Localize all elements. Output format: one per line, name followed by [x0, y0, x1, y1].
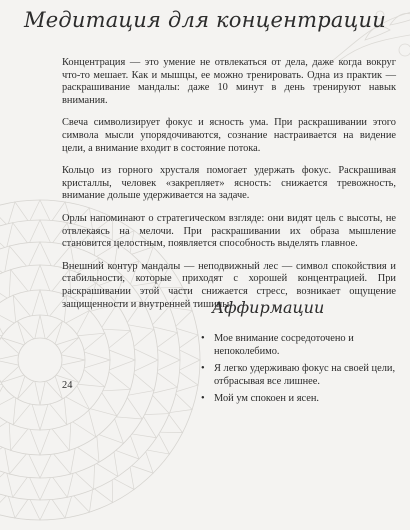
mandala-petal	[18, 321, 34, 344]
mandala-petal	[176, 328, 198, 348]
mandala-petal	[46, 376, 62, 399]
mandala-petal	[35, 381, 45, 405]
mandala-petal	[8, 202, 28, 224]
mandala-petal	[103, 329, 130, 348]
mandala-petal	[0, 410, 7, 437]
mandala-petal	[9, 270, 28, 297]
mandala-petal	[0, 283, 7, 310]
affirmation-text: Мой ум спокоен и ясен.	[214, 393, 319, 405]
mandala-petal	[52, 496, 72, 518]
mandala-petal	[116, 436, 139, 459]
mandala-petal	[30, 200, 50, 220]
mandala-petal	[116, 398, 142, 419]
bullet-icon: •	[201, 333, 205, 344]
mandala-petal	[30, 220, 51, 242]
mandala-petal	[29, 454, 51, 478]
mandala-petal	[18, 376, 34, 399]
mandala-petal	[0, 436, 2, 462]
paragraph: Свеча символизирует фокус и ясность ума. При раскрашивании этого символа мысли упорядочиваются, сознание настраивается на видение цели, а внимание входит в состояние потока.	[62, 117, 396, 154]
mandala-petal	[9, 423, 28, 450]
mandala-petal	[0, 311, 14, 335]
mandala-petal	[103, 372, 130, 391]
mandala-petal	[114, 467, 134, 489]
mandala-petal	[160, 415, 183, 433]
page-number: 24	[62, 380, 73, 391]
mandala-petal	[30, 500, 50, 520]
mandala-petal	[0, 465, 5, 490]
bullet-icon: •	[201, 363, 205, 375]
paragraph: Концентрация — это умение не отвлекаться от дела, даже когда вокруг что-то мешает. Как и мышцы, ее можно тренировать. Одна из практик — раскрашивание мандалы: даже 10 минут в день тренируют навык внимания.	[62, 57, 396, 106]
mandala-petal	[50, 398, 67, 425]
mandala-petal	[30, 478, 51, 500]
mandala-petal	[153, 373, 177, 393]
paragraph: Внешний контур мандалы — неподвижный лес — символ спокойствия и стабильности, которые приходят с хорошей концентрацией. При раскрашивании этой части снижается стресс, возникает ощущение защищенности и внутренней тишины.	[62, 260, 396, 310]
mandala-petal	[90, 393, 117, 416]
mandala-petal	[30, 429, 50, 455]
mandala-petal	[0, 258, 2, 284]
mandala-petal	[35, 315, 45, 339]
mandala-petal	[0, 208, 6, 230]
mandala-petal	[8, 496, 28, 518]
mandala-petal	[78, 436, 99, 462]
mandala-petal	[52, 423, 71, 450]
mandala-petal	[5, 448, 27, 474]
mandala-petal	[46, 321, 62, 344]
mandala-petal	[78, 370, 105, 387]
mandala-petal	[132, 417, 156, 438]
mandala-petal	[61, 355, 85, 365]
mandala-petal	[176, 372, 198, 392]
body-text	[62, 57, 396, 321]
mandala-petal	[32, 404, 48, 430]
mandala-petal	[134, 349, 158, 371]
mandala-petal	[74, 490, 93, 512]
mandala-petal	[0, 333, 2, 350]
page-title: Медитация для концентрации	[24, 8, 386, 32]
mandala-petal	[170, 394, 192, 413]
mandala-petal	[180, 350, 200, 370]
mandala-petal	[0, 355, 19, 365]
affirmations-list	[198, 333, 398, 411]
mandala-petal	[95, 480, 113, 503]
bullet-icon: •	[201, 393, 205, 405]
mandala-petal	[84, 352, 110, 368]
mandala-petal	[78, 333, 105, 350]
mandala-petal	[0, 386, 14, 410]
mandala-petal	[13, 398, 30, 425]
mandala-petal	[0, 370, 2, 387]
list-item	[198, 393, 398, 406]
mandala-petal	[128, 325, 154, 347]
mandala-petal	[109, 350, 135, 370]
mandala-petal	[30, 265, 50, 291]
mandala-petal	[54, 448, 76, 474]
list-item	[198, 363, 398, 388]
mandala-petal	[145, 395, 170, 414]
mandala-petal	[99, 419, 124, 444]
paragraph: Кольцо из горного хрусталя помогает удержать фокус. Раскрашивая кристаллы, человек «закрепляет» ясность: снижается тревожность, внимание дольше удерживается на задаче.	[62, 165, 396, 202]
mandala-petal	[73, 410, 96, 437]
list-item	[198, 333, 398, 358]
mandala-petal	[153, 327, 177, 347]
mandala-petal	[75, 465, 94, 490]
mandala-petal	[13, 295, 30, 322]
mandala-petal	[97, 452, 118, 476]
mandala-petal	[1, 366, 24, 382]
mandala-petal	[128, 374, 154, 396]
mandala-petal	[7, 223, 27, 247]
mandala-petal	[53, 473, 73, 497]
mandala-petal	[132, 452, 153, 473]
mandala-petal	[5, 246, 27, 272]
paragraph: Орлы напоминают о стратегическом взгляде: они видят цель с высоты, не отвлекаясь на мелочи. При раскрашивании их образа мышление становится целостным, появляется способность выделять главное.	[62, 212, 396, 250]
mandala-petal	[29, 242, 51, 266]
mandala-petal	[1, 338, 24, 354]
mandala-petal	[56, 338, 79, 354]
mandala-petal	[7, 473, 27, 497]
affirmation-text: Я легко удерживаю фокус на своей цели, отбрасывая все лишнее.	[214, 363, 396, 387]
mandala-petal	[32, 290, 48, 316]
affirmations-heading: Аффирмации	[212, 298, 325, 317]
mandala-petal	[158, 350, 180, 371]
mandala-petal	[0, 231, 5, 256]
affirmation-text: Мое внимание сосредоточено и непоколебимо.	[214, 333, 354, 357]
mandala-petal	[0, 490, 6, 512]
mandala-petal	[147, 434, 169, 454]
